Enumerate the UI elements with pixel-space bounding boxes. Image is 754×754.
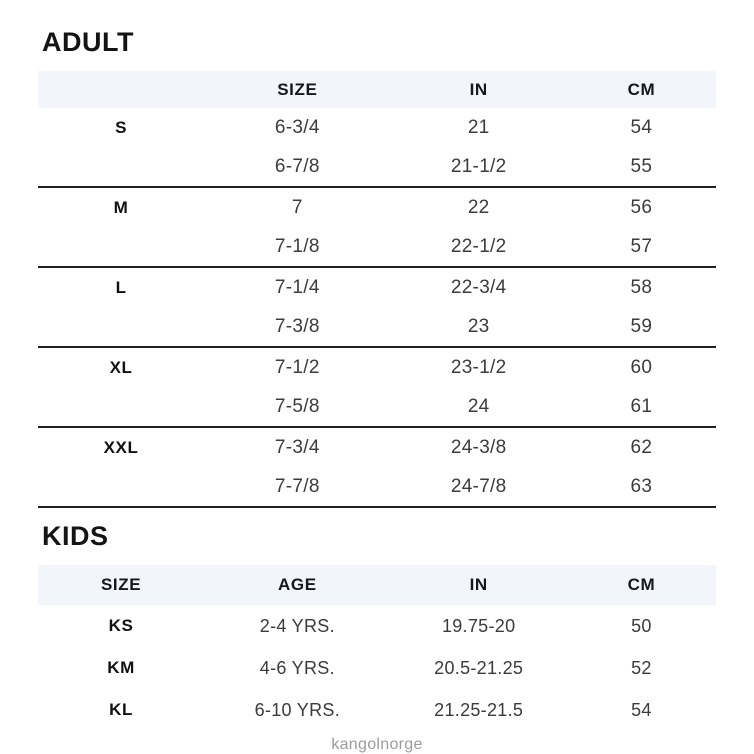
cm-value-cell: 62 bbox=[630, 436, 653, 458]
adult-size-group bbox=[38, 428, 716, 508]
inches-value-cell: 21-1/2 bbox=[450, 155, 507, 177]
inches-value-cell: 19.75-20 bbox=[441, 615, 516, 636]
adult-size-group bbox=[38, 108, 716, 188]
adult-table-header-row bbox=[38, 71, 716, 108]
size-label-cell: XXL bbox=[103, 437, 139, 457]
inches-value-cell: 22 bbox=[467, 196, 490, 218]
cm-value-cell: 60 bbox=[630, 356, 653, 378]
table-row bbox=[38, 108, 716, 147]
cm-value-cell: 58 bbox=[630, 276, 653, 298]
hat-size-cell: 7-3/4 bbox=[274, 436, 320, 458]
adult-header-cm: CM bbox=[627, 79, 656, 99]
inches-value-cell: 22-3/4 bbox=[450, 276, 507, 298]
inches-value-cell: 20.5-21.25 bbox=[434, 657, 524, 678]
inches-value-cell: 23-1/2 bbox=[450, 356, 507, 378]
cm-value-cell: 54 bbox=[630, 116, 653, 138]
table-row bbox=[38, 147, 716, 186]
cm-value-cell: 55 bbox=[630, 155, 653, 177]
inches-value-cell: 24 bbox=[467, 395, 490, 417]
hat-size-cell: 7-7/8 bbox=[274, 475, 320, 497]
hat-size-cell: 7-3/8 bbox=[274, 315, 320, 337]
table-row bbox=[38, 689, 716, 731]
adult-header-in: IN bbox=[469, 79, 488, 99]
size-label-cell: L bbox=[115, 277, 127, 297]
kids-header-size: SIZE bbox=[100, 575, 142, 594]
cm-value-cell: 59 bbox=[630, 315, 653, 337]
adult-header-size: SIZE bbox=[277, 79, 318, 99]
table-row bbox=[38, 428, 716, 467]
size-label-cell: M bbox=[113, 197, 129, 217]
adult-size-group bbox=[38, 268, 716, 348]
kids-header-in: IN bbox=[469, 575, 488, 594]
adult-size-table bbox=[38, 71, 716, 508]
hat-size-cell: 7-1/4 bbox=[274, 276, 320, 298]
table-row bbox=[38, 188, 716, 227]
adult-table-body bbox=[38, 108, 716, 508]
kids-table-body bbox=[38, 605, 716, 731]
footer-watermark: kangolnorge bbox=[331, 736, 423, 753]
cm-value-cell: 61 bbox=[630, 395, 653, 417]
inches-value-cell: 21.25-21.5 bbox=[434, 699, 524, 720]
table-row bbox=[38, 605, 716, 647]
table-row bbox=[38, 467, 716, 506]
table-row bbox=[38, 647, 716, 689]
table-row bbox=[38, 227, 716, 266]
hat-size-cell: 7-1/8 bbox=[274, 235, 320, 257]
cm-value-cell: 50 bbox=[631, 615, 652, 636]
cm-value-cell: 54 bbox=[631, 699, 652, 720]
adult-size-group bbox=[38, 348, 716, 428]
inches-value-cell: 24-7/8 bbox=[450, 475, 507, 497]
cm-value-cell: 52 bbox=[631, 657, 652, 678]
table-row bbox=[38, 387, 716, 426]
inches-value-cell: 21 bbox=[467, 116, 490, 138]
kids-header-cm: CM bbox=[627, 575, 656, 594]
hat-size-cell: 7 bbox=[291, 196, 303, 218]
table-row bbox=[38, 307, 716, 346]
cm-value-cell: 57 bbox=[630, 235, 653, 257]
table-row bbox=[38, 348, 716, 387]
size-label-cell: KL bbox=[109, 700, 133, 719]
inches-value-cell: 24-3/8 bbox=[450, 436, 507, 458]
hat-size-cell: 6-3/4 bbox=[274, 116, 320, 138]
cm-value-cell: 56 bbox=[630, 196, 653, 218]
kids-size-table bbox=[38, 565, 716, 731]
hat-size-cell: 7-1/2 bbox=[274, 356, 320, 378]
size-label-cell: S bbox=[115, 117, 128, 137]
age-value-cell: 6-10 YRS. bbox=[254, 699, 341, 720]
kids-section-title: KIDS bbox=[42, 521, 109, 551]
adult-section-title: ADULT bbox=[42, 27, 134, 57]
inches-value-cell: 22-1/2 bbox=[450, 235, 507, 257]
size-label-cell: XL bbox=[109, 357, 133, 377]
kids-table-header-row bbox=[38, 565, 716, 605]
inches-value-cell: 23 bbox=[467, 315, 490, 337]
size-label-cell: KS bbox=[108, 616, 134, 635]
size-label-cell: KM bbox=[107, 658, 135, 677]
age-value-cell: 2-4 YRS. bbox=[259, 615, 335, 636]
kids-header-age: AGE bbox=[278, 575, 317, 594]
hat-size-cell: 7-5/8 bbox=[274, 395, 320, 417]
age-value-cell: 4-6 YRS. bbox=[259, 657, 335, 678]
adult-size-group bbox=[38, 188, 716, 268]
hat-size-cell: 6-7/8 bbox=[274, 155, 320, 177]
table-row bbox=[38, 268, 716, 307]
cm-value-cell: 63 bbox=[630, 475, 653, 497]
